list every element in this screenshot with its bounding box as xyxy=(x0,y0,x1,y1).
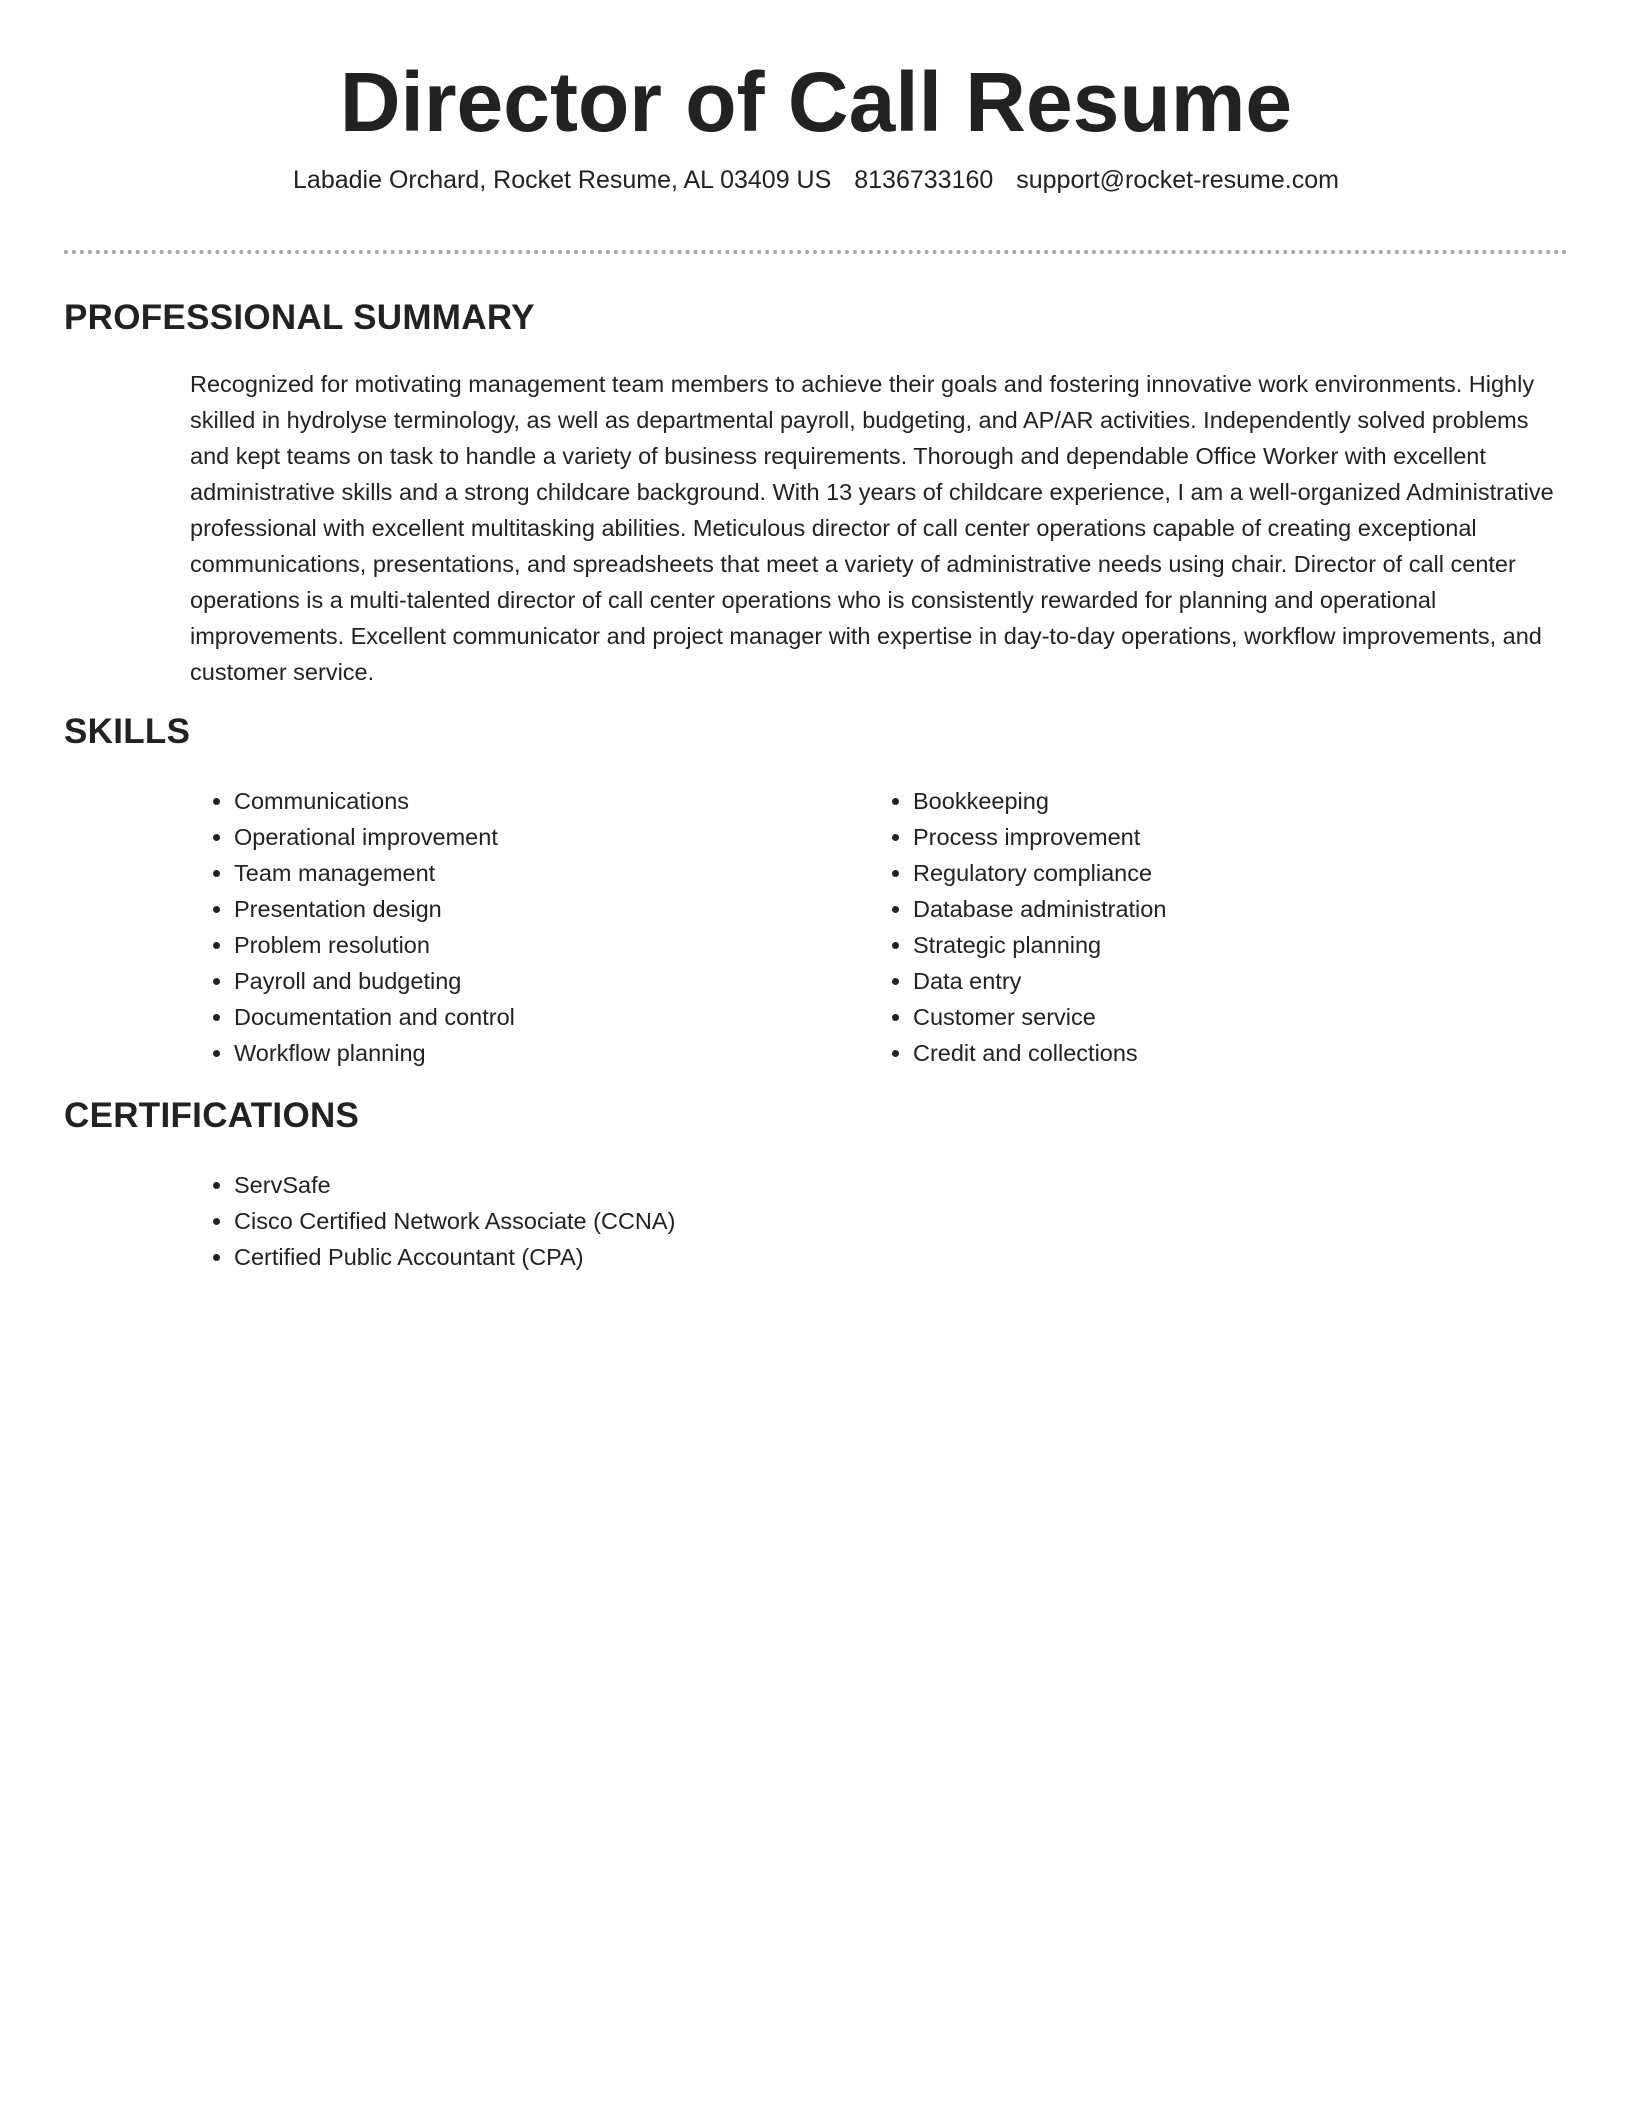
resume-header xyxy=(64,52,1568,194)
skill-item: • Strategic planning xyxy=(913,927,1509,963)
skill-item: • Payroll and budgeting xyxy=(234,963,810,999)
page-title: Director of Call Resume xyxy=(339,55,1293,149)
certification-item: • Cisco Certified Network Associate (CCNA) xyxy=(234,1203,1090,1239)
skill-item: • Credit and collections xyxy=(913,1035,1509,1071)
skill-item: • Workflow planning xyxy=(234,1035,810,1071)
contact-address: Labadie Orchard, Rocket Resume, AL 03409 US xyxy=(293,166,832,194)
skill-item: • Process improvement xyxy=(913,819,1509,855)
skill-item: • Data entry xyxy=(913,963,1509,999)
certification-item: • ServSafe xyxy=(234,1167,1090,1203)
skills-heading: SKILLS xyxy=(64,712,191,751)
certifications-heading: CERTIFICATIONS xyxy=(64,1096,360,1135)
contact-line xyxy=(64,162,1568,198)
skill-item: • Regulatory compliance xyxy=(913,855,1509,891)
summary-heading: PROFESSIONAL SUMMARY xyxy=(64,298,535,337)
skills-column-left xyxy=(190,783,810,1071)
skills-column-right xyxy=(869,783,1509,1071)
skill-item: • Communications xyxy=(234,783,810,819)
contact-email: support@rocket-resume.com xyxy=(1016,166,1339,194)
certification-item: • Certified Public Accountant (CPA) xyxy=(234,1239,1090,1275)
skill-item: • Documentation and control xyxy=(234,999,810,1035)
skill-item: • Database administration xyxy=(913,891,1509,927)
skill-item: • Customer service xyxy=(913,999,1509,1035)
contact-phone: 8136733160 xyxy=(854,166,994,194)
skill-item: • Bookkeeping xyxy=(913,783,1509,819)
header-divider xyxy=(64,250,1568,254)
skill-item: • Presentation design xyxy=(234,891,810,927)
certifications-list xyxy=(190,1167,1090,1275)
skill-item: • Operational improvement xyxy=(234,819,810,855)
summary-text: Recognized for motivating management team members to achieve their goals and fostering innovative work environments. Highly skilled in hydrolyse terminology, as well as departmental payroll, budgeting, and AP/AR activities. Independently solved problems and kept teams on task to handle a variety of business requirements. Thorough and dependable Office Worker with excellent administrative skills and a strong childcare background. With 13 years of childcare experience, I am a well-organized Administrative professional with excellent multitasking abilities. Meticulous director of call center operations capable of creating exceptional communications, presentations, and spreadsheets that meet a variety of administrative needs using chair. Director of call center operations is a multi-talented director of call center operations who is consistently rewarded for planning and operational improvements. Excellent communicator and project manager with expertise in day-to-day operations, workflow improvements, and customer service. xyxy=(190,371,1554,685)
skill-item: • Team management xyxy=(234,855,810,891)
skill-item: • Problem resolution xyxy=(234,927,810,963)
